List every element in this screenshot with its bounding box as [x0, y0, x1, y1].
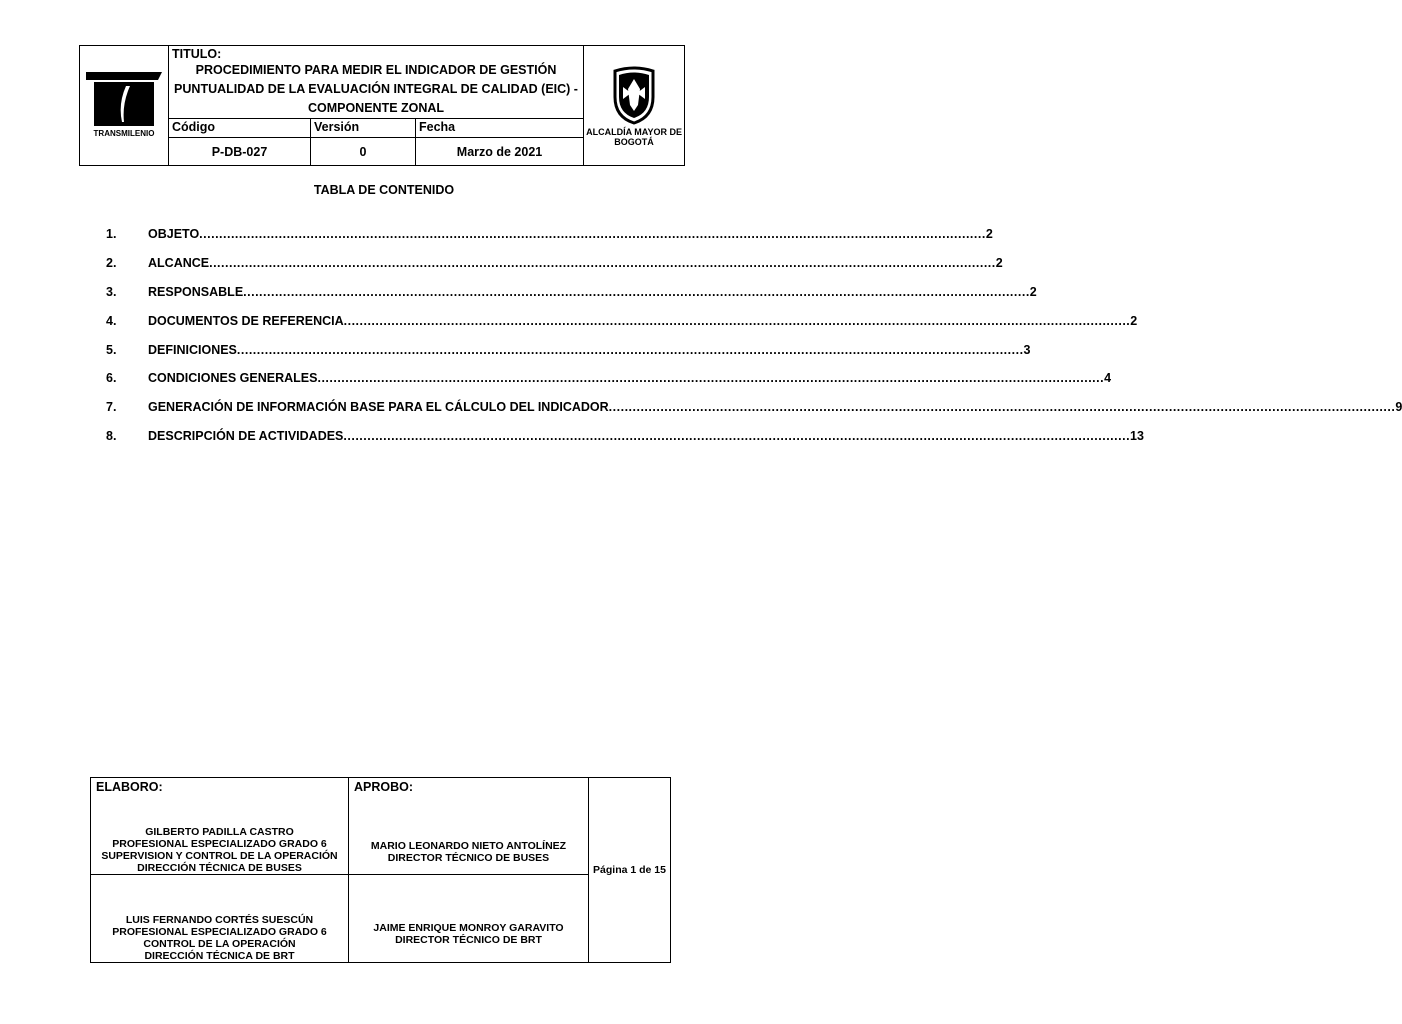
toc-item-page: 4	[1104, 371, 1112, 385]
code-value: P-DB-027	[169, 138, 311, 166]
toc-leader-dots: ......................................................................................................................................................................................................	[608, 400, 1396, 414]
toc-item-text: ALCANCE	[148, 256, 210, 270]
elaboro-person-1: GILBERTO PADILLA CASTRO PROFESIONAL ESPECIALIZADO GRADO 6 SUPERVISION Y CONTROL DE LA OPERACIÓN DIRECCIÓN TÉCNICA DE BUSES	[101, 826, 338, 874]
code-label: Código	[169, 119, 311, 138]
document-header	[79, 45, 685, 166]
elaboro-label: ELABORO:	[96, 780, 163, 794]
toc-item[interactable]	[106, 227, 993, 243]
bogota-coat-of-arms-icon	[609, 65, 659, 125]
toc-item[interactable]	[106, 400, 1402, 416]
toc-item-page: 2	[1130, 314, 1138, 328]
elaboro-cell-2	[91, 875, 349, 963]
toc-item-page: 2	[1029, 285, 1037, 299]
transmilenio-logo	[80, 46, 169, 166]
toc-item-text: OBJETO	[148, 227, 200, 241]
logo-text: TRANSMILENIO	[93, 129, 155, 138]
toc-item-text: DOCUMENTOS DE REFERENCIA	[148, 314, 344, 328]
toc-item[interactable]	[106, 371, 1112, 387]
toc-leader-dots: ......................................................................................................................................................................................................	[209, 256, 996, 270]
date-label: Fecha	[416, 119, 584, 138]
toc-item-number: 6.	[106, 371, 117, 385]
elaboro-cell	[91, 778, 349, 875]
aprobo-person-2: JAIME ENRIQUE MONROY GARAVITO DIRECTOR TÉCNICO DE BRT	[373, 922, 564, 946]
title-label: TITULO:	[172, 47, 222, 61]
approval-table	[90, 777, 671, 963]
toc-leader-dots: ......................................................................................................................................................................................................	[199, 227, 986, 241]
toc-item-number: 2.	[106, 256, 117, 270]
aprobo-cell-2	[349, 875, 589, 963]
toc-leader-dots: ......................................................................................................................................................................................................	[236, 343, 1024, 357]
toc-item-text: GENERACIÓN DE INFORMACIÓN BASE PARA EL CÁLCULO DEL INDICADOR	[148, 400, 609, 414]
toc-item[interactable]	[106, 343, 1031, 359]
toc-item-page: 9	[1395, 400, 1402, 414]
toc-item-page: 13	[1130, 429, 1144, 443]
toc-leader-dots: ......................................................................................................................................................................................................	[243, 285, 1030, 299]
toc-item-text: RESPONSABLE	[148, 285, 244, 299]
toc-item-text: DEFINICIONES	[148, 343, 237, 357]
elaboro-person-2: LUIS FERNANDO CORTÉS SUESCÚN PROFESIONAL ESPECIALIZADO GRADO 6 CONTROL DE LA OPERACIÓN DIRECCIÓN TÉCNICA DE BRT	[112, 914, 327, 962]
version-value: 0	[311, 138, 416, 166]
toc-item-text: DESCRIPCIÓN DE ACTIVIDADES	[148, 429, 344, 443]
aprobo-person-1: MARIO LEONARDO NIETO ANTOLÍNEZ DIRECTOR TÉCNICO DE BUSES	[370, 840, 567, 864]
toc-item-number: 5.	[106, 343, 117, 357]
alcaldia-text: ALCALDÍA MAYOR DE BOGOTÁ	[586, 126, 682, 147]
toc-item-page: 2	[995, 256, 1003, 270]
toc-item[interactable]	[106, 314, 1138, 330]
toc-leader-dots: ......................................................................................................................................................................................................	[343, 314, 1131, 328]
toc-item-number: 4.	[106, 314, 117, 328]
transmilenio-logo-icon	[84, 68, 164, 140]
aprobo-cell	[349, 778, 589, 875]
toc-item-number: 3.	[106, 285, 117, 299]
toc-item[interactable]	[106, 429, 1144, 445]
version-label: Versión	[311, 119, 416, 138]
toc-item-number: 7.	[106, 400, 117, 414]
date-value: Marzo de 2021	[416, 138, 584, 166]
toc-item-text: CONDICIONES GENERALES	[148, 371, 318, 385]
toc-item-number: 1.	[106, 227, 117, 241]
title-cell	[169, 46, 584, 119]
document-title: PROCEDIMIENTO PARA MEDIR EL INDICADOR DE GESTIÓN PUNTUALIDAD DE LA EVALUACIÓN INTEGRAL DE CALIDAD (EIC) - COMPONENTE ZONAL	[174, 63, 578, 115]
page-number: Página 1 de 15	[589, 778, 671, 963]
toc-item-page: 2	[985, 227, 993, 241]
toc-leader-dots: ......................................................................................................................................................................................................	[343, 429, 1131, 443]
toc-leader-dots: ......................................................................................................................................................................................................	[317, 371, 1105, 385]
aprobo-label: APROBO:	[354, 780, 414, 794]
toc-item[interactable]	[106, 256, 1003, 272]
toc-item-number: 8.	[106, 429, 117, 443]
toc-title: TABLA DE CONTENIDO	[313, 183, 455, 197]
toc-item[interactable]	[106, 285, 1037, 301]
alcaldia-cell	[584, 46, 685, 166]
toc-item-page: 3	[1023, 343, 1031, 357]
